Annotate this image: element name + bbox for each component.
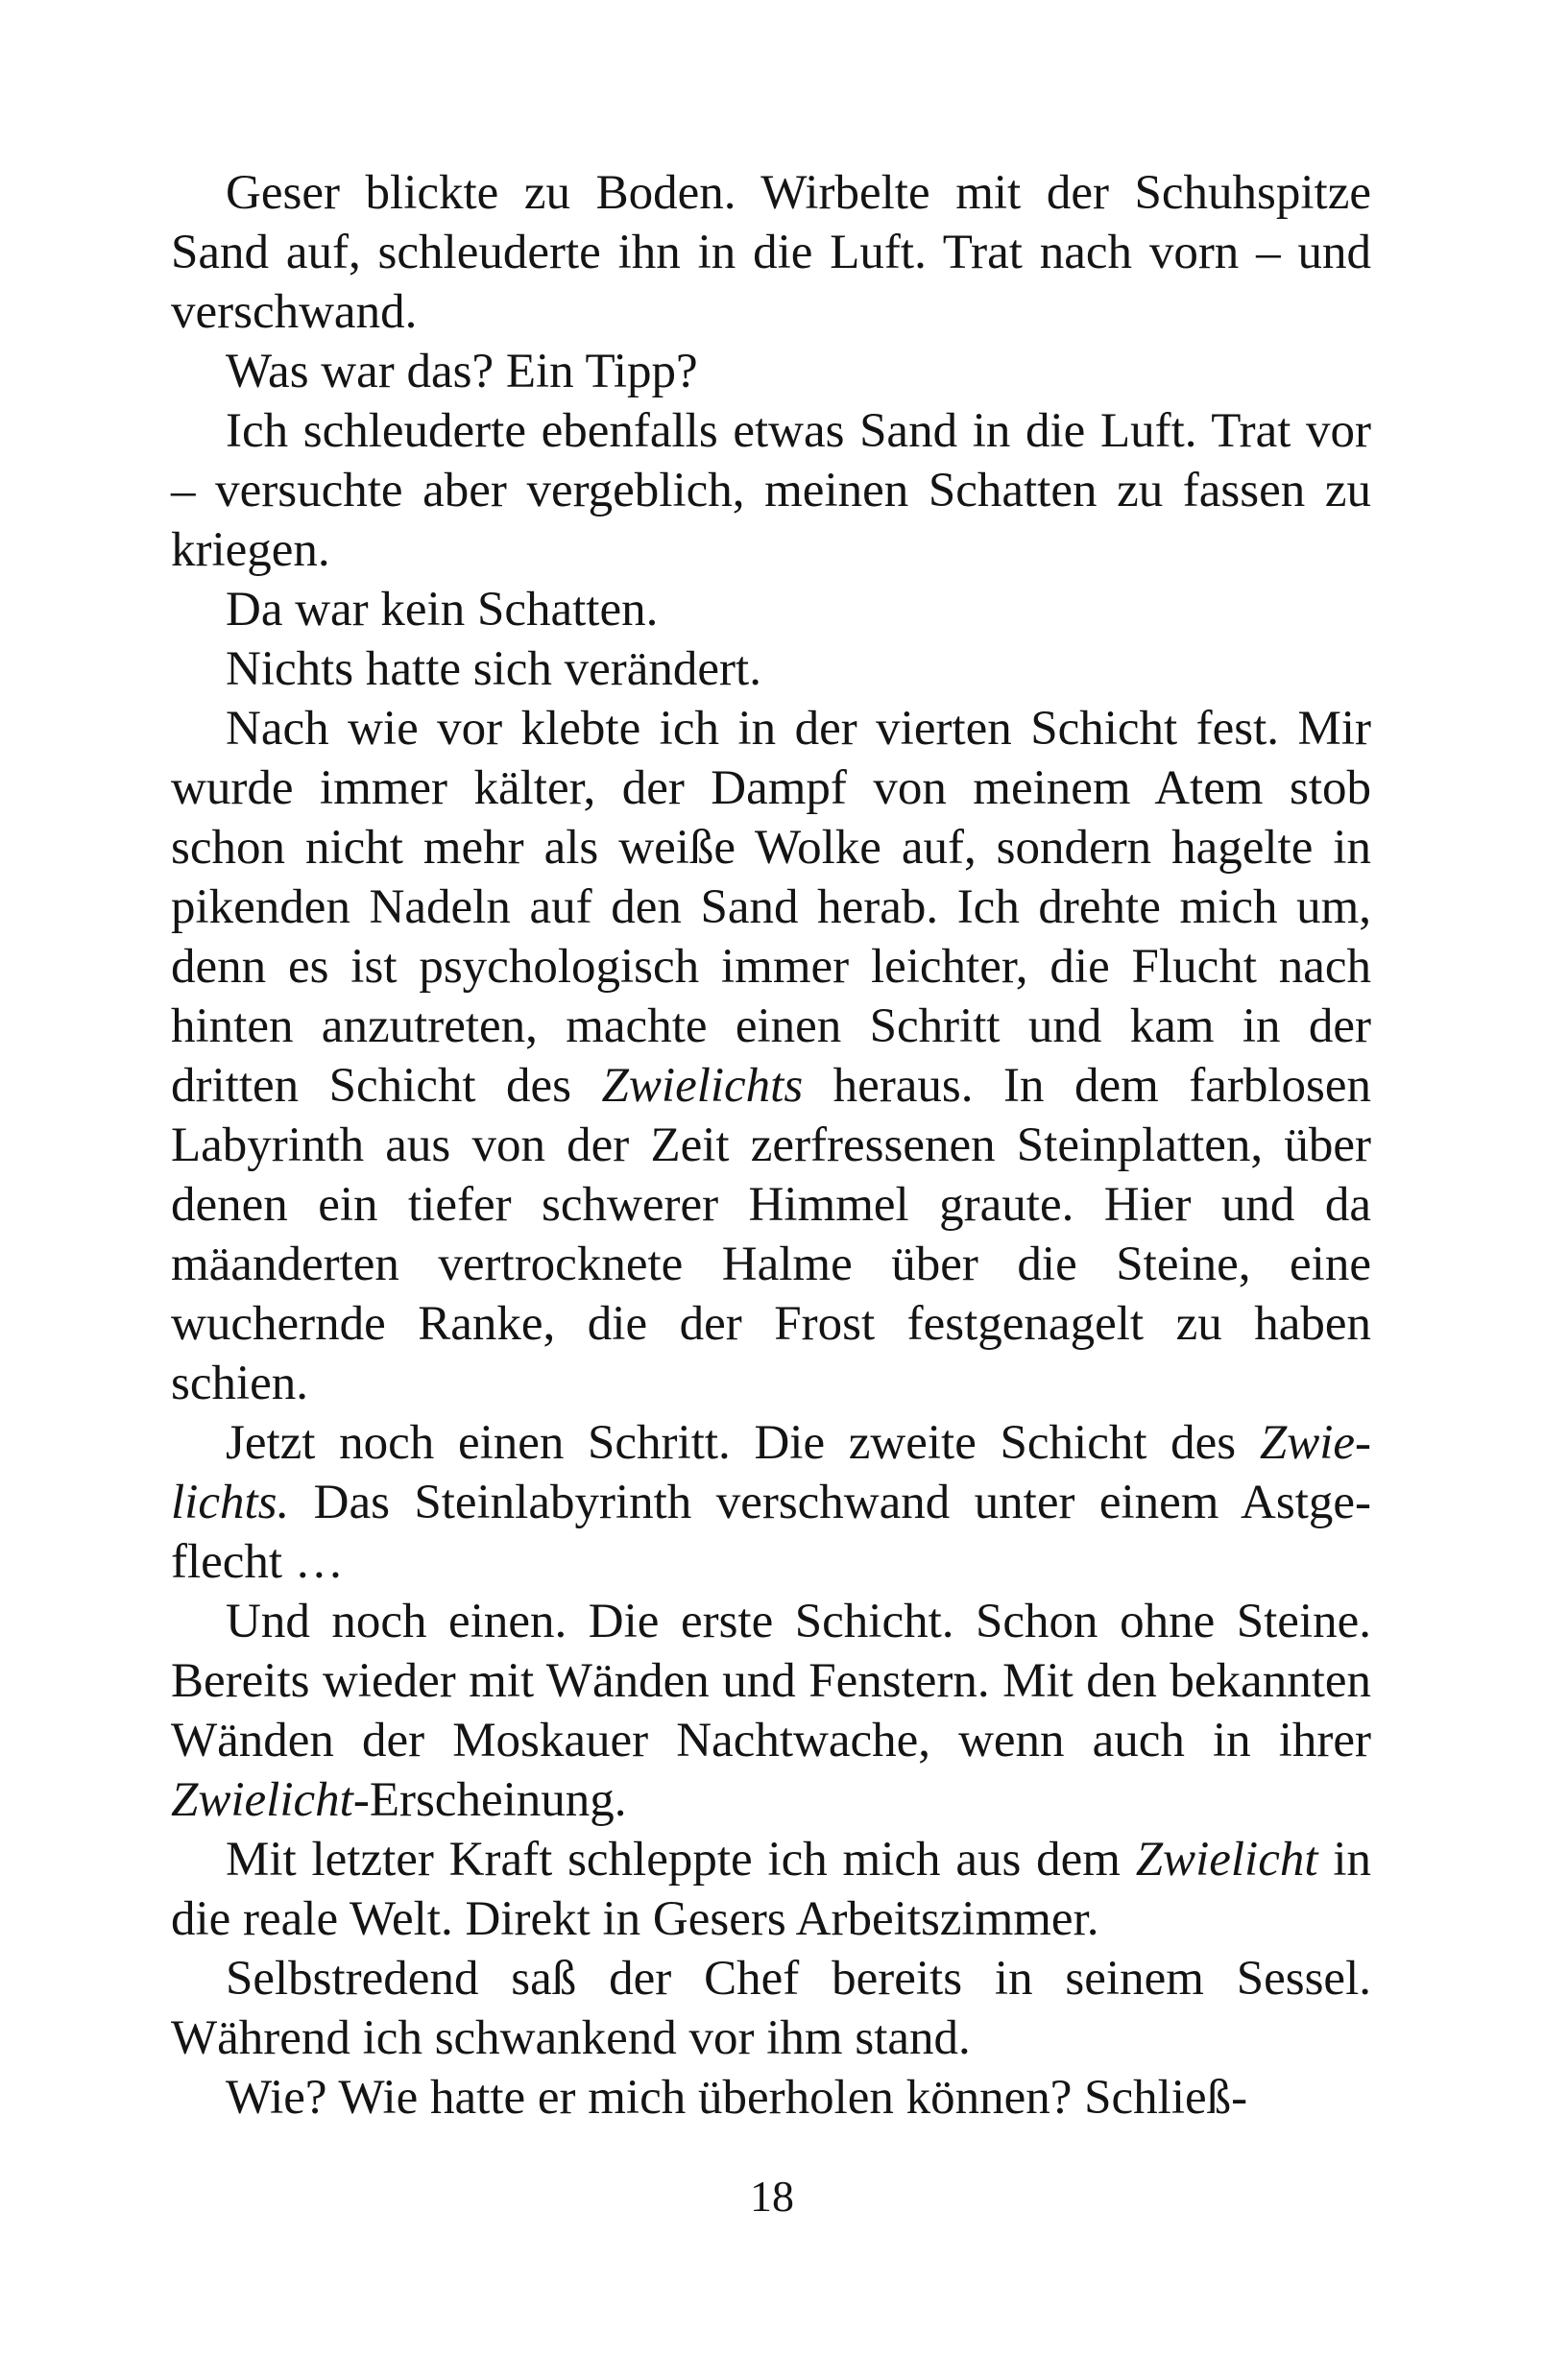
paragraph-4 [171, 580, 1371, 639]
paragraph-6 [171, 699, 1371, 1413]
text-run: -Erscheinung. [352, 1773, 627, 1827]
paragraph-7 [171, 1413, 1371, 1592]
paragraph-10 [171, 1949, 1371, 2068]
paragraph-3 [171, 401, 1371, 580]
paragraph-1 [171, 163, 1371, 342]
paragraph-11 [171, 2068, 1371, 2128]
paragraph-8 [171, 1592, 1371, 1830]
page-body [171, 163, 1371, 2128]
page-number: 18 [750, 2172, 794, 2221]
text-run: Ich schleuderte ebenfalls etwas Sand in die Luft. Trat vor – versuchte aber vergeblich, meinen Schatten zu fassen zu kriegen. [171, 404, 1371, 577]
text-run: Geser blickte zu Boden. Wirbelte mit der Schuhspitze Sand auf, schleuderte ihn in die Luft. Trat nach vorn – und verschwand. [171, 166, 1371, 339]
text-run: Nach wie vor klebte ich in der vierten Schicht fest. Mir wurde immer kälter, der Dampf von meinem Atem stob schon nicht mehr als weiße Wolke auf, sondern hagelte in pikenden Nadeln auf den Sand herab. Ich drehte mich um, denn es ist psychologisch immer leichter, die Flucht nach hinten anzutreten, machte einen Schritt und kam in der dritten Schicht des [171, 702, 1371, 1113]
text-run: Jetzt noch einen Schritt. Die zweite Schicht des [226, 1416, 1260, 1470]
text-run: Das Steinlabyrinth verschwand unter einem Astgeflecht … [171, 1476, 1371, 1589]
italic-run: Zwielicht [1135, 1833, 1318, 1887]
italic-run: Zwielicht [171, 1773, 353, 1827]
italic-run: Zwielichts [601, 1059, 804, 1113]
text-run: Mit letzter Kraft schleppte ich mich aus dem [226, 1833, 1136, 1887]
text-run: heraus. In dem farblosen Labyrinth aus von der Zeit zerfressenen Steinplatten, über denen ein tiefer schwerer Himmel graute. Hier und da mäanderten vertrocknete Halme über die Steine, eine wuchernde Ranke, die der Frost festgenagelt zu haben schien. [171, 1059, 1371, 1410]
paragraph-2 [171, 342, 1371, 401]
italic-run: Zwielichts. [171, 1416, 1371, 1529]
text-run: in die reale Welt. Direkt in Gesers Arbeitszimmer. [171, 1833, 1371, 1946]
text-run: Selbstredend saß der Chef bereits in seinem Sessel. Während ich schwankend vor ihm stand. [171, 1952, 1371, 2065]
text-run: Und noch einen. Die erste Schicht. Schon ohne Steine. Bereits wieder mit Wänden und Fenstern. Mit den bekannten Wänden der Moskauer Nachtwache, wenn auch in ihrer [171, 1595, 1371, 1767]
paragraph-9 [171, 1830, 1371, 1949]
text-run: Was war das? Ein Tipp? [226, 345, 698, 398]
paragraph-5 [171, 639, 1371, 699]
text-run: Da war kein Schatten. [226, 583, 659, 637]
text-run: Wie? Wie hatte er mich überholen können? Schließ- [226, 2071, 1248, 2125]
text-run: Nichts hatte sich verändert. [226, 642, 761, 696]
